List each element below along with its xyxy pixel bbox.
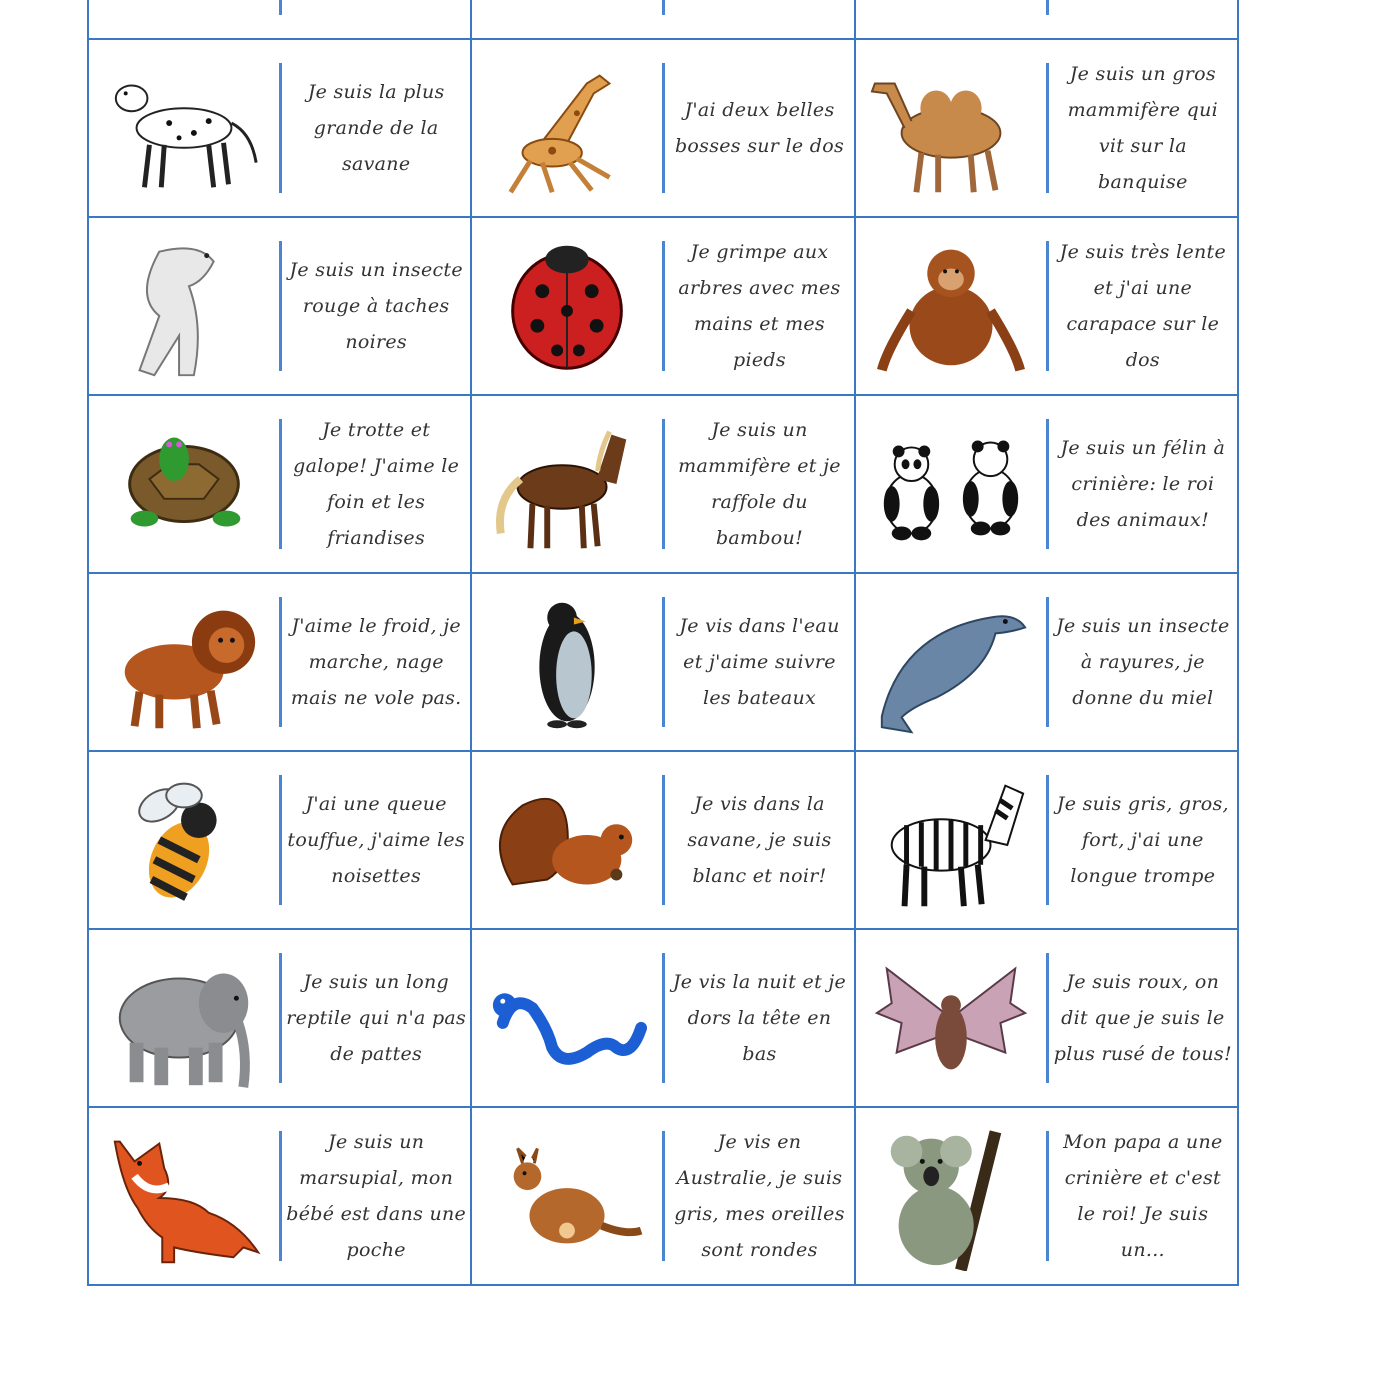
domino-card [472,574,855,752]
domino-card [856,574,1239,752]
domino-card [89,574,472,752]
domino-card [472,930,855,1108]
elephant-icon [89,930,279,1106]
dalmatian-dog-icon [89,40,279,216]
domino-card [856,396,1239,574]
fox-icon [89,1108,279,1284]
card-text: Je suis un gros mammifère qui vit sur la banquise [1067,63,1219,193]
card-text: Je suis un insecte à rayures, je donne du miel [1056,615,1230,709]
domino-card [472,40,855,218]
card-text: Je suis un félin à crinière: le roi des animaux! [1060,437,1226,531]
card-divider [279,0,282,15]
squirrel-icon [472,752,662,928]
zebra-icon [856,752,1046,928]
domino-card [856,1108,1239,1286]
domino-card [89,396,472,574]
dolphin-icon [856,574,1046,750]
card-text: Je vis la nuit et je dors la tête en bas [672,971,847,1065]
domino-card [89,1108,472,1286]
partial-top-icon [472,0,662,38]
card-text: Je vis en Australie, je suis gris, mes oreilles sont rondes [674,1131,845,1261]
card-text: Je suis très lente et j'ai une carapace sur le dos [1059,241,1226,371]
domino-card [89,0,472,40]
ladybug-icon [472,218,662,394]
penguin-icon [472,574,662,750]
card-text: J'ai deux belles bosses sur le dos [674,99,845,157]
camel-icon [856,40,1046,216]
card-text: Je suis un insecte rouge à taches noires [289,259,463,353]
card-divider [1046,0,1049,15]
horse-icon [472,396,662,572]
snake-icon [472,930,662,1106]
orangutan-icon [856,218,1046,394]
domino-card [472,1108,855,1286]
domino-card [472,396,855,574]
domino-card [89,752,472,930]
domino-card [472,0,855,40]
card-text: Je suis un marsupial, mon bébé est dans une poche [286,1131,467,1261]
polar-bear-icon [89,218,279,394]
card-text: Je suis un mammifère et je raffole du bambou! [678,419,841,549]
giraffe-icon [472,40,662,216]
card-text: Je trotte et galope! J'aime le foin et les friandises [293,419,460,549]
lion-icon [89,574,279,750]
card-text: Je grimpe aux arbres avec mes mains et mes pieds [678,241,841,371]
domino-card [89,218,472,396]
domino-card [856,218,1239,396]
house-top-icon [89,0,279,38]
card-text: J'aime le froid, je marche, nage mais ne vole pas. [290,615,462,709]
kangaroo-icon [472,1108,662,1284]
domino-card [472,752,855,930]
card-text: Je vis dans l'eau et j'aime suivre les bateaux [679,615,840,709]
pandas-icon [856,396,1046,572]
turtle-icon [89,396,279,572]
card-text: Je suis roux, on dit que je suis le plus rusé de tous! [1053,971,1232,1065]
domino-card [856,930,1239,1108]
domino-card [856,752,1239,930]
domino-card [856,0,1239,40]
partial-top-icon [856,0,1046,38]
card-text: J'ai une queue touffue, j'aime les noisettes [287,793,465,887]
domino-card [856,40,1239,218]
bee-icon [89,752,279,928]
domino-card [472,218,855,396]
bat-icon [856,930,1046,1106]
card-text: Mon papa a une crinière et c'est le roi! Je suis un... [1063,1131,1223,1261]
card-text: Je suis un long reptile qui n'a pas de pattes [286,971,467,1065]
card-divider [662,0,665,15]
domino-card [89,930,472,1108]
domino-grid [87,0,1239,1286]
card-text: Je suis gris, gros, fort, j'ai une longue trompe [1056,793,1229,887]
card-text: Je suis la plus grande de la savane [307,81,445,175]
domino-card [89,40,472,218]
card-text: Je vis dans la savane, je suis blanc et noir! [687,793,832,887]
koala-icon [856,1108,1046,1284]
